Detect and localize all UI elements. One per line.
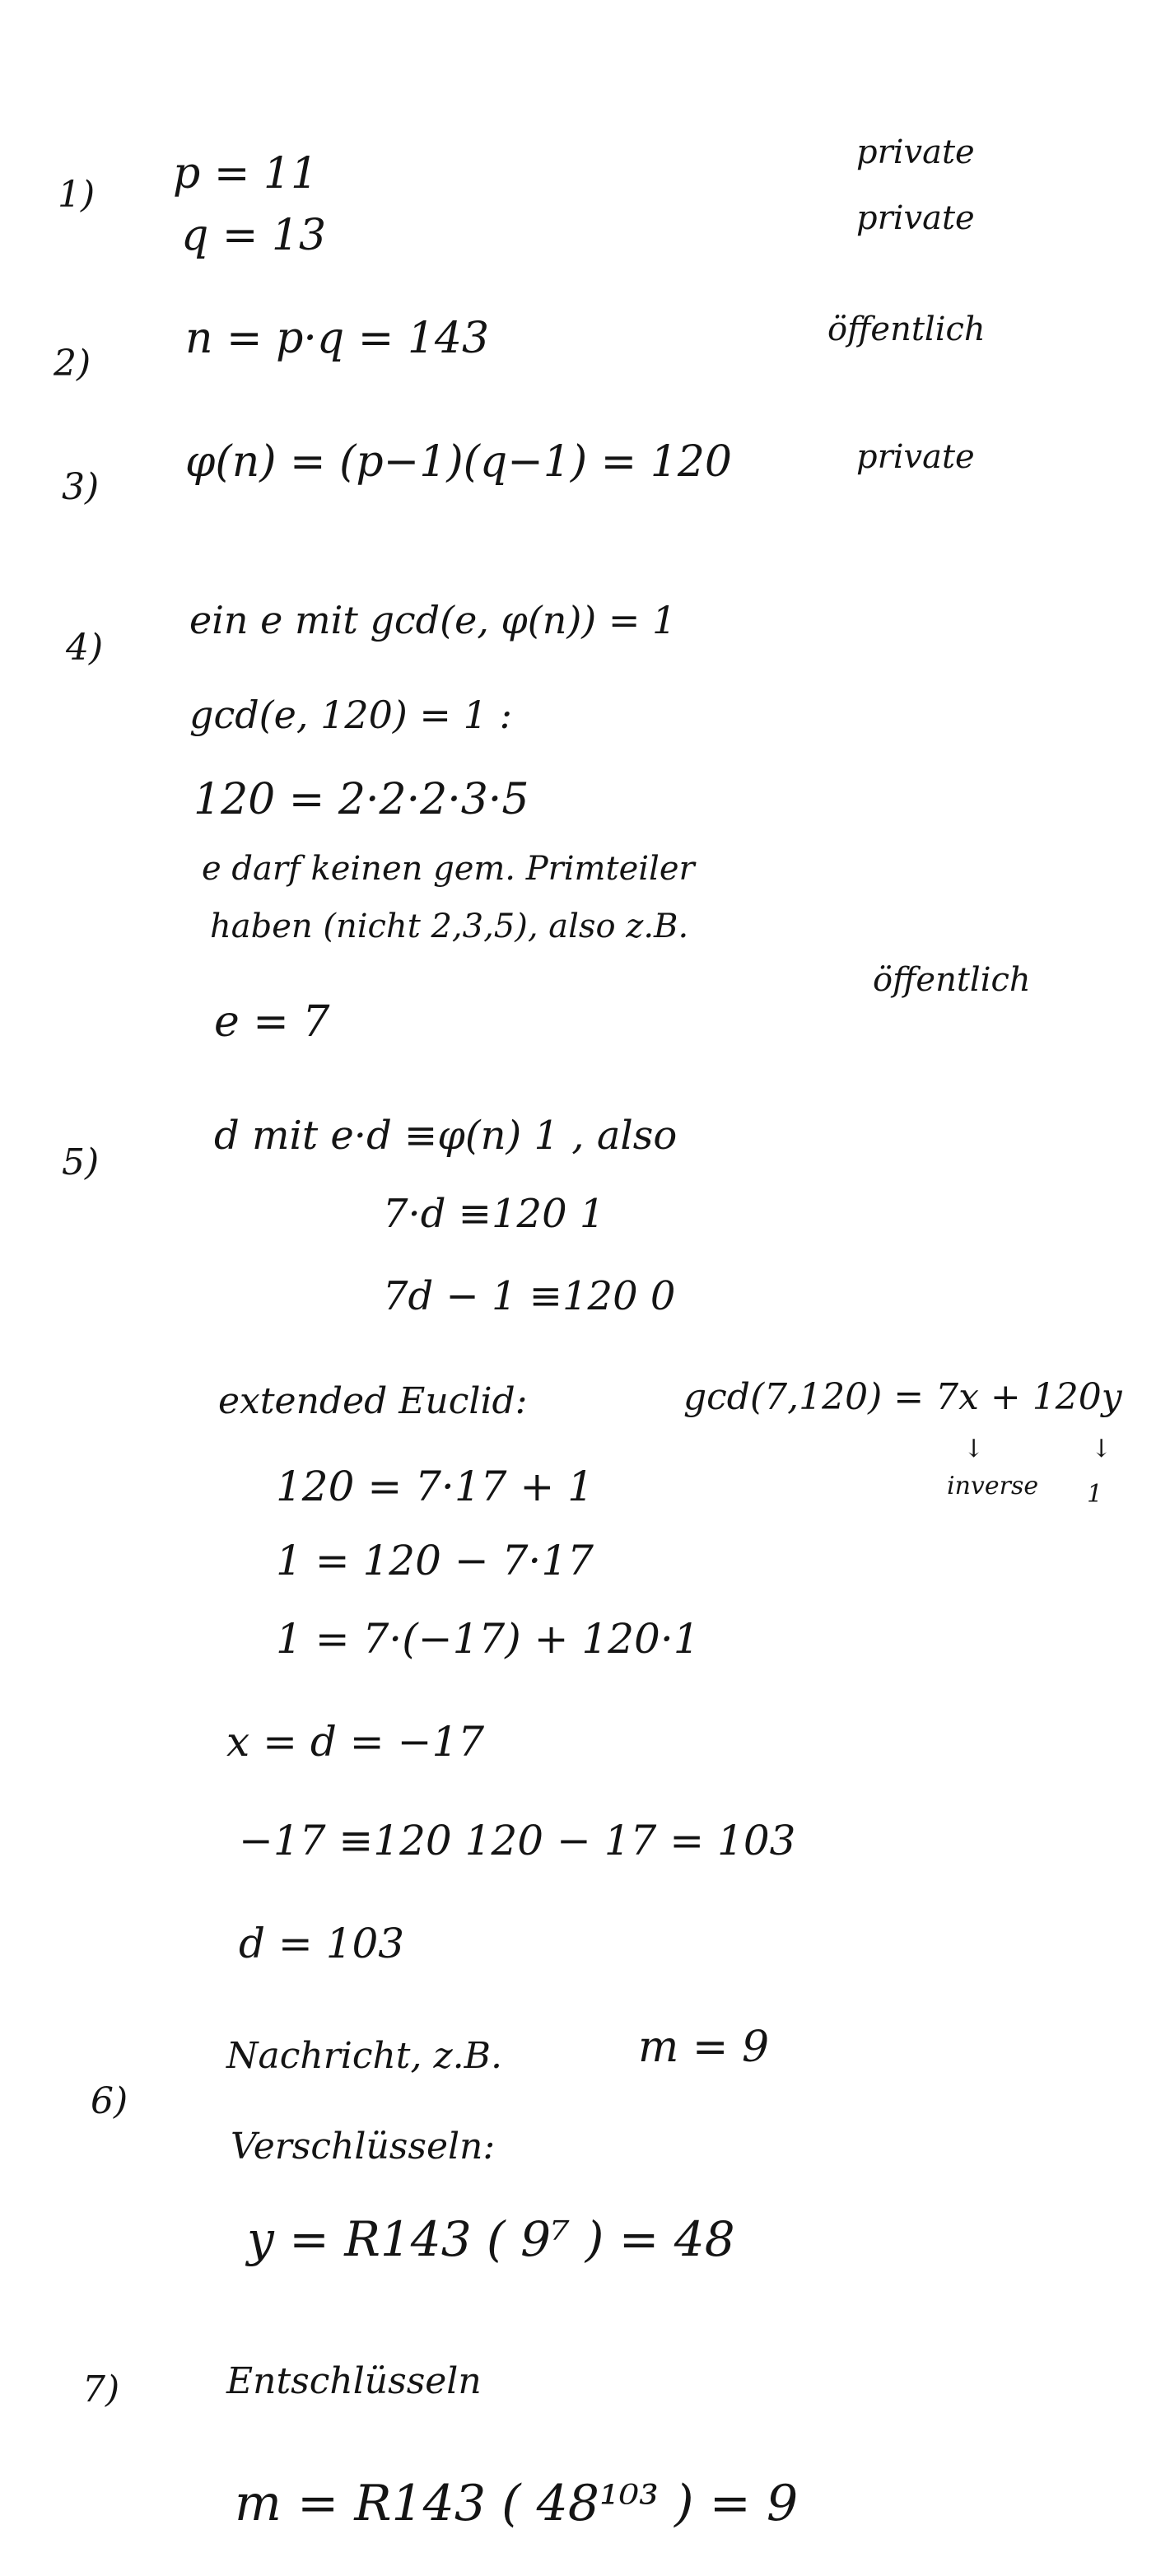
step-5-number: 5) [62, 1141, 100, 1183]
step-6-message-value: m = 9 [638, 2023, 770, 2072]
step-5-arrow-x: ↓ [963, 1435, 985, 1463]
step-6-number: 6) [91, 2080, 128, 2122]
step-1-note-p: private [856, 133, 975, 171]
step-3-phi: φ(n) = (p−1)(q−1) = 120 [185, 437, 733, 487]
step-5-arrow-y: ↓ [1091, 1435, 1112, 1463]
step-5-extended-euclid-label: extended Euclid: [218, 1380, 528, 1422]
step-7-decryption: m = R143 ( 48¹⁰³ ) = 9 [235, 2475, 799, 2532]
step-4-note: öffentlich [873, 961, 1031, 999]
step-5-euclid-1: 120 = 7·17 + 1 [276, 1463, 594, 1510]
step-3-note: private [856, 438, 975, 476]
step-5-y-value: 1 [1087, 1480, 1103, 1509]
step-5-euclid-3: 1 = 7·(−17) + 120·1 [276, 1615, 700, 1663]
step-4-line-2: gcd(e, 120) = 1 : [189, 693, 512, 737]
step-5-extended-euclid-equation: gcd(7,120) = 7x + 120y [683, 1376, 1122, 1418]
step-4-line-1: ein e mit gcd(e, φ(n)) = 1 [189, 598, 677, 642]
step-2-n: n = p·q = 143 [185, 314, 490, 363]
step-7-number: 7) [82, 2368, 120, 2410]
step-6-message-label: Nachricht, z.B. [226, 2035, 502, 2077]
step-3-number: 3) [62, 466, 100, 508]
step-5-line-2: 7·d ≡120 1 [383, 1191, 605, 1237]
step-1-q: q = 13 [181, 211, 327, 260]
step-5-x-equals-d: x = d = −17 [226, 1718, 485, 1766]
step-5-line-1: d mit e·d ≡φ(n) 1 , also [214, 1113, 678, 1159]
step-5-modular-reduction: −17 ≡120 120 − 17 = 103 [239, 1817, 796, 1864]
step-4-e-value: e = 7 [214, 997, 330, 1047]
step-2-number: 2) [54, 343, 91, 385]
step-4-number: 4) [66, 627, 104, 669]
step-1-p: p = 11 [173, 149, 319, 198]
step-1-number: 1) [58, 174, 96, 216]
step-6-encryption: y = R143 ( 9⁷ ) = 48 [247, 2211, 735, 2267]
step-6-encrypt-label: Verschlüsseln: [231, 2126, 496, 2168]
step-5-line-3: 7d − 1 ≡120 0 [383, 1273, 676, 1319]
step-7-decrypt-label: Entschlüsseln [226, 2360, 482, 2402]
step-4-line-5: haben (nicht 2,3,5), also z.B. [210, 908, 689, 945]
step-5-inverse-label: inverse [947, 1472, 1039, 1500]
step-4-factorization: 120 = 2·2·2·3·5 [193, 775, 529, 824]
step-5-d-value: d = 103 [239, 1920, 405, 1967]
step-1-note-q: private [856, 199, 975, 237]
step-5-euclid-2: 1 = 120 − 7·17 [276, 1537, 594, 1584]
step-2-note: öffentlich [827, 310, 986, 348]
step-4-line-4: e darf keinen gem. Primteiler [202, 850, 695, 888]
